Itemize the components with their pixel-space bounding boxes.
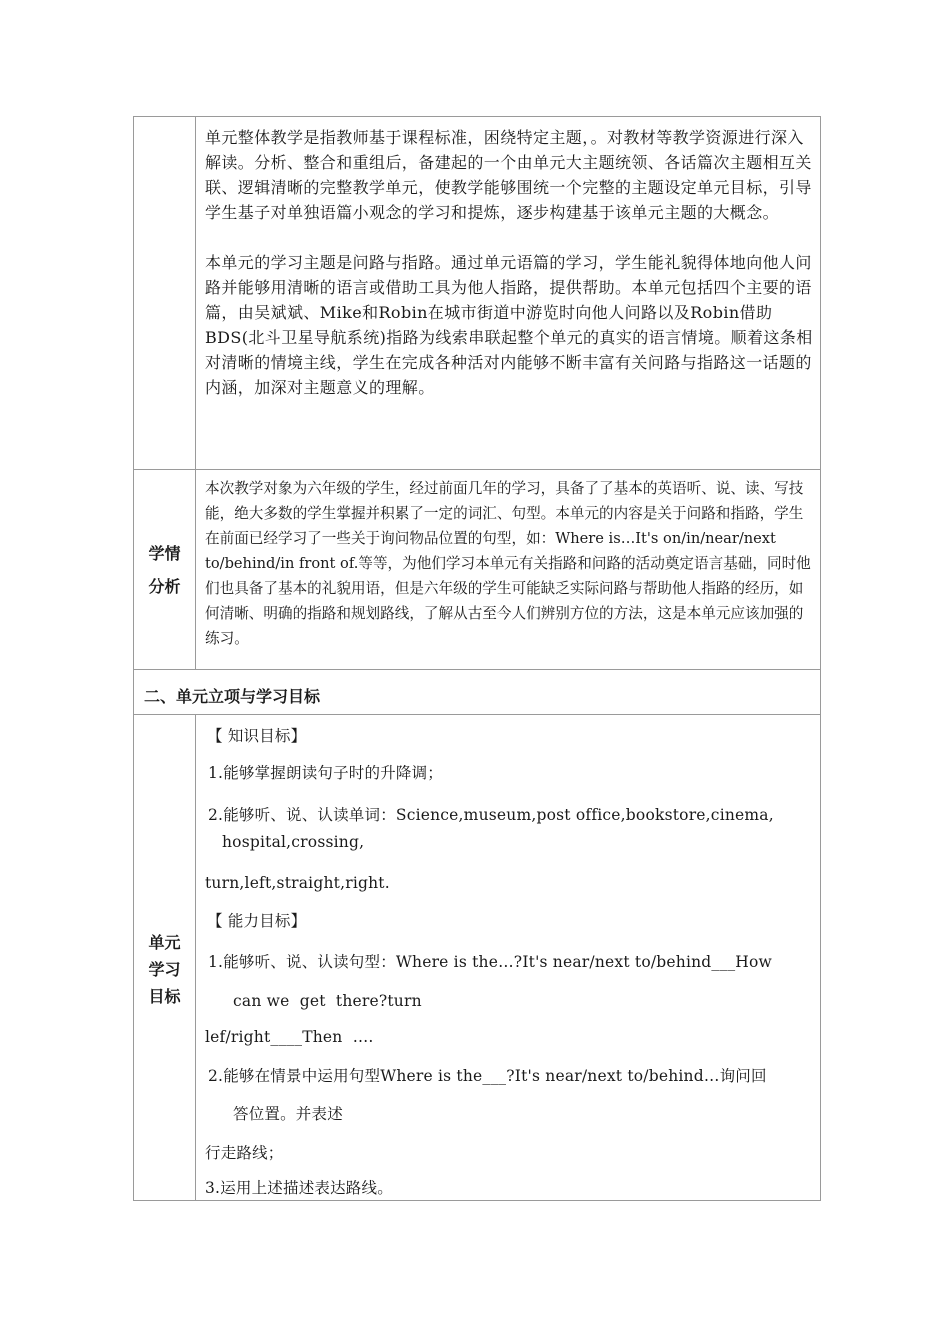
- unit-overview-cell: [205, 125, 817, 400]
- knowledge-goal-2: 2.能够听、说、认读单词：Science,museum,post office,bookstore,cinema,: [208, 806, 774, 824]
- learner-analysis-label: 学情 分析: [148, 544, 181, 596]
- overview-paragraph-1: 单元整体教学是指教师基于课程标准，困绕特定主题，。对教材等教学资源进行深入解读。分析、整合和重组后，备建起的一个由单元大主题统领、各话篇次主题相互关联、逻辑清晰的完整教学单元，使教学能够围统一个完整的主题设定单元目标，引导学生基子对单独语篇小观念的学习和提炼，逐步构建基于该单元主题的大概念。: [205, 128, 812, 222]
- overview-paragraph-2: 本单元的学习主题是问路与指路。通过单元语篇的学习，学生能礼貌得体地向他人问路并能够用清晰的语言或借助工具为他人指路，提供帮助。本单元包括四个主要的语篇，由吴斌斌、Mike和Robin在城市街道中游览时向他人问路以及Robin借助BDS(北斗卫星导航系统)指路为线索串联起整个单元的真实的语言情境。顺着这条相对清晰的情境主线，学生在完成各种活对内能够不断丰富有关问路与指路这一话题的内涵，加深对主题意义的理解。: [205, 253, 813, 397]
- row-divider: [134, 469, 820, 470]
- section-title: 二、单元立项与学习目标: [144, 687, 321, 706]
- ability-goal-3: 3.运用上述描述表达路线。: [205, 1179, 393, 1197]
- row-divider: [134, 669, 820, 670]
- ability-goal-1-end: lef/right____Then ….: [205, 1028, 374, 1046]
- learning-goals-cell: [205, 714, 817, 1201]
- knowledge-goal-2-words: turn,left,straight,right.: [205, 874, 390, 892]
- ability-goal-1-cont: can we get there?turn: [233, 992, 422, 1010]
- ability-goal-2-end: 行走路线；: [205, 1144, 284, 1162]
- ability-goal-2: 2.能够在情景中运用句型Where is the___?It's near/next to/behind…询问回: [208, 1067, 767, 1085]
- learner-analysis-text: 本次教学对象为六年级的学生，经过前面几年的学习，具备了了基本的英语听、说、读、写技能，绝大多数的学生掌握并积累了一定的词汇、句型。本单元的内容是关于问路和指路，学生在前面已经学习了一些关于询问物品位置的句型，如：Where is…It's on/in/near/next to/behind/in front of.等等，为他们学习本单元有关指路和问路的活动奠定语言基础，同时他们也具备了基本的礼貌用语，但是六年级的学生可能缺乏实际问路与帮助他人指路的经历，如何清晰、明确的指路和规划路线，了解从古至今人们辨别方位的方法，这是本单元应该加强的练习。: [205, 480, 811, 647]
- learner-analysis-cell: [205, 476, 817, 651]
- ability-goal-1: 1.能够听、说、认读句型：Where is the…?It's near/next to/behind___How: [208, 953, 772, 971]
- knowledge-goal-1: 1.能够掌握朗读句子时的升降调；: [208, 764, 443, 782]
- learning-goals-label: 单元 学习 目标: [148, 933, 181, 1006]
- knowledge-goals-heading: 【 知识目标】: [207, 727, 307, 745]
- lesson-plan-table: [133, 116, 821, 1201]
- knowledge-goal-2-cont: hospital,crossing,: [222, 833, 365, 851]
- column-divider-bottom: [195, 714, 196, 1201]
- ability-goals-heading: 【 能力目标】: [207, 912, 307, 930]
- ability-goal-2-cont: 答位置。并表述: [233, 1105, 343, 1123]
- column-divider-top: [195, 117, 196, 669]
